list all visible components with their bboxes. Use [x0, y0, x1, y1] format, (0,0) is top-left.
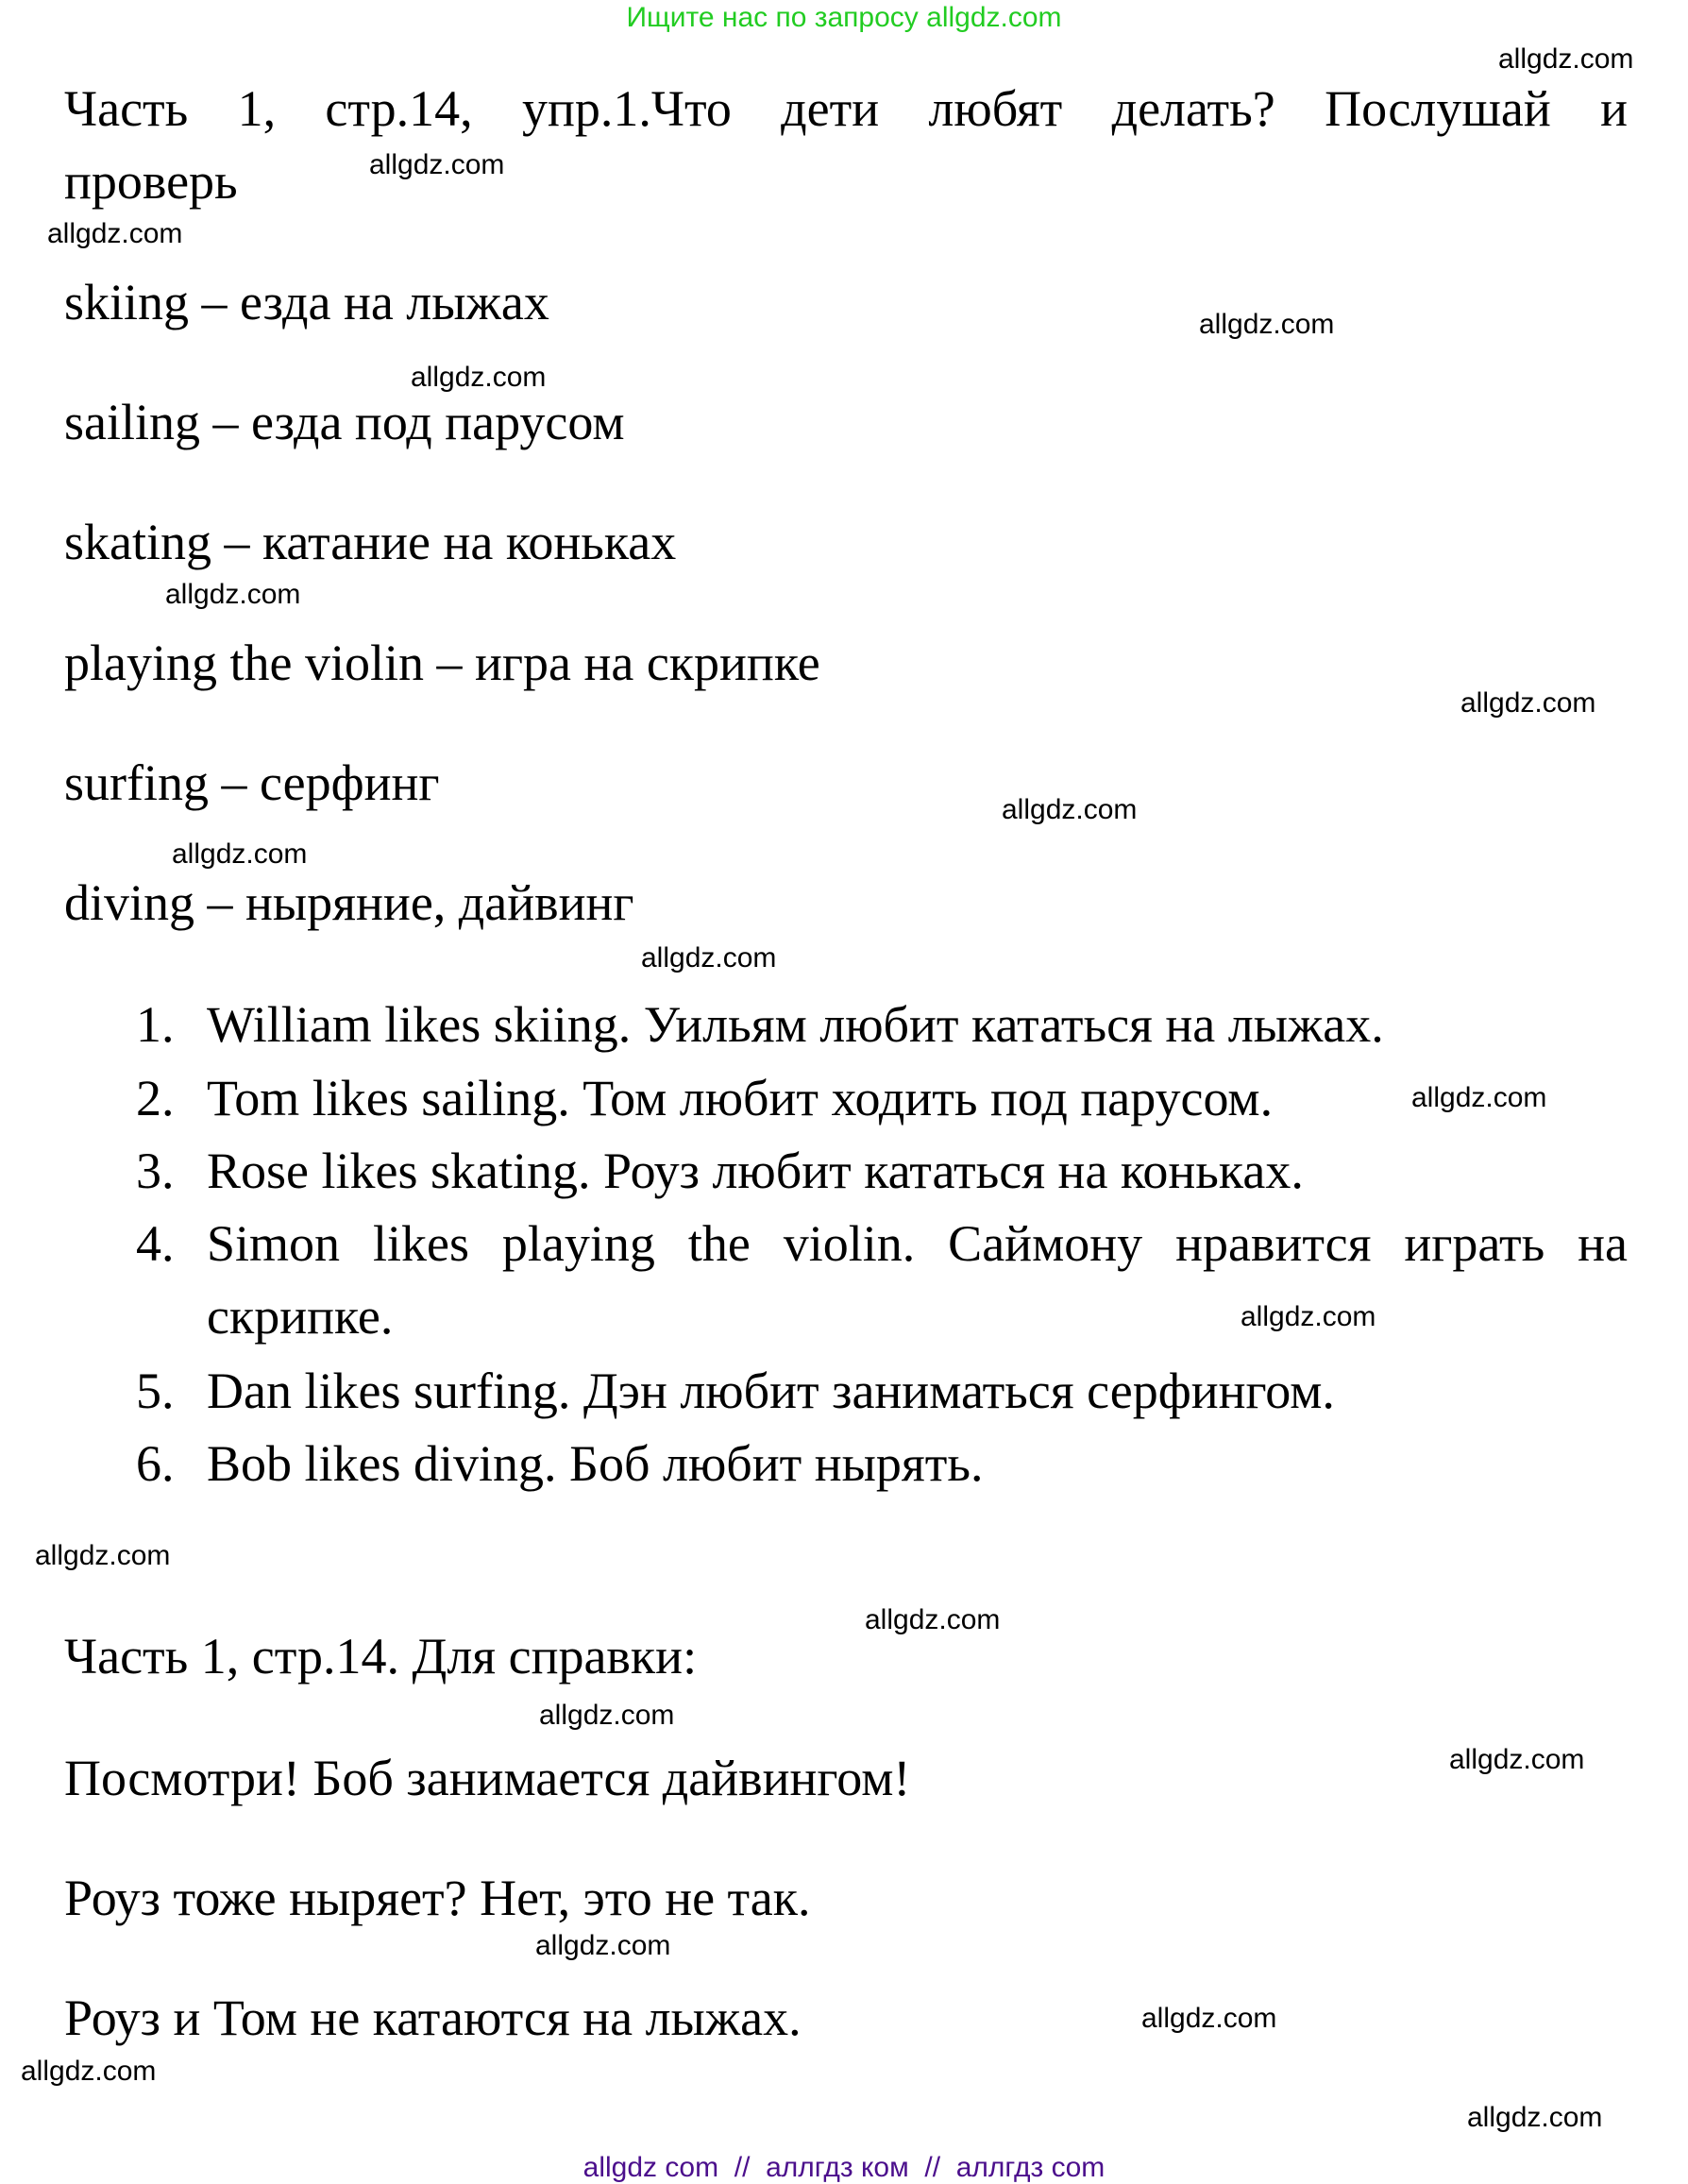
- vocab-item: sailing – езда под парусом: [64, 394, 625, 450]
- answer-item: [0, 996, 1688, 1053]
- answer-text: Tom likes sailing. Том любит ходить под парусом.: [207, 1070, 1274, 1126]
- answer-number: 2.: [136, 1070, 175, 1126]
- watermark: allgdz.com: [1002, 794, 1138, 825]
- answer-item: [0, 1363, 1688, 1419]
- watermark: allgdz.com: [411, 362, 547, 393]
- answer-text: Simon likes playing the violin. Саймону нравится играть на: [207, 1215, 1628, 1272]
- answer-number: 4.: [136, 1215, 175, 1272]
- exercise-heading-line2: проверь: [64, 153, 238, 210]
- answer-text: Bob likes diving. Боб любит нырять.: [207, 1435, 984, 1492]
- watermark: allgdz.com: [1498, 43, 1634, 75]
- answer-number: 3.: [136, 1143, 175, 1199]
- reference-heading: Часть 1, стр.14. Для справки:: [64, 1628, 698, 1685]
- watermark: allgdz.com: [1411, 1082, 1547, 1113]
- watermark: allgdz.com: [1141, 2003, 1277, 2034]
- watermark: allgdz.com: [539, 1700, 675, 1731]
- watermark: allgdz.com: [535, 1930, 671, 1961]
- watermark: allgdz.com: [1449, 1744, 1585, 1775]
- header-ad-link[interactable]: Ищите нас по запросу allgdz.com: [626, 2, 1062, 33]
- vocab-item: playing the violin – игра на скрипке: [64, 635, 820, 691]
- vocab-item: diving – ныряние, дайвинг: [64, 874, 634, 931]
- answer-item: [0, 1435, 1688, 1492]
- answer-text-continuation: скрипке.: [207, 1288, 394, 1345]
- watermark: allgdz.com: [172, 838, 308, 870]
- answer-text: Dan likes surfing. Дэн любит заниматься серфингом.: [207, 1363, 1335, 1419]
- watermark: allgdz.com: [1199, 309, 1335, 340]
- answer-number: 6.: [136, 1435, 175, 1492]
- watermark: allgdz.com: [865, 1604, 1001, 1635]
- reference-line: Роуз и Том не катаются на лыжах.: [64, 1989, 802, 2046]
- reference-line: Роуз тоже ныряет? Нет, это не так.: [64, 1870, 811, 1926]
- watermark: allgdz.com: [35, 1540, 171, 1571]
- watermark: allgdz.com: [1467, 2102, 1603, 2133]
- footer-ad-link[interactable]: allgdz com // аллгдз ком // аллгдз com: [582, 2152, 1106, 2183]
- watermark: allgdz.com: [369, 149, 505, 180]
- watermark: allgdz.com: [641, 942, 777, 973]
- watermark: allgdz.com: [1460, 687, 1596, 719]
- answer-number: 5.: [136, 1363, 175, 1419]
- exercise-heading-line1: Часть 1, стр.14, упр.1.Что дети любят делать? Послушай и: [64, 80, 1628, 137]
- answer-item: [0, 1143, 1688, 1199]
- watermark: allgdz.com: [165, 579, 301, 610]
- vocab-item: surfing – серфинг: [64, 754, 440, 811]
- watermark: allgdz.com: [1241, 1301, 1376, 1332]
- reference-line: Посмотри! Боб занимается дайвингом!: [64, 1750, 911, 1806]
- answer-text: Rose likes skating. Роуз любит кататься на коньках.: [207, 1143, 1304, 1199]
- vocab-item: skiing – езда на лыжах: [64, 274, 549, 330]
- answer-item: [0, 1215, 1688, 1347]
- vocab-item: skating – катание на коньках: [64, 514, 677, 570]
- watermark: allgdz.com: [47, 218, 183, 249]
- answer-text: William likes skiing. Уильям любит кататься на лыжах.: [207, 996, 1384, 1053]
- watermark: allgdz.com: [21, 2056, 157, 2087]
- answer-number: 1.: [136, 996, 175, 1053]
